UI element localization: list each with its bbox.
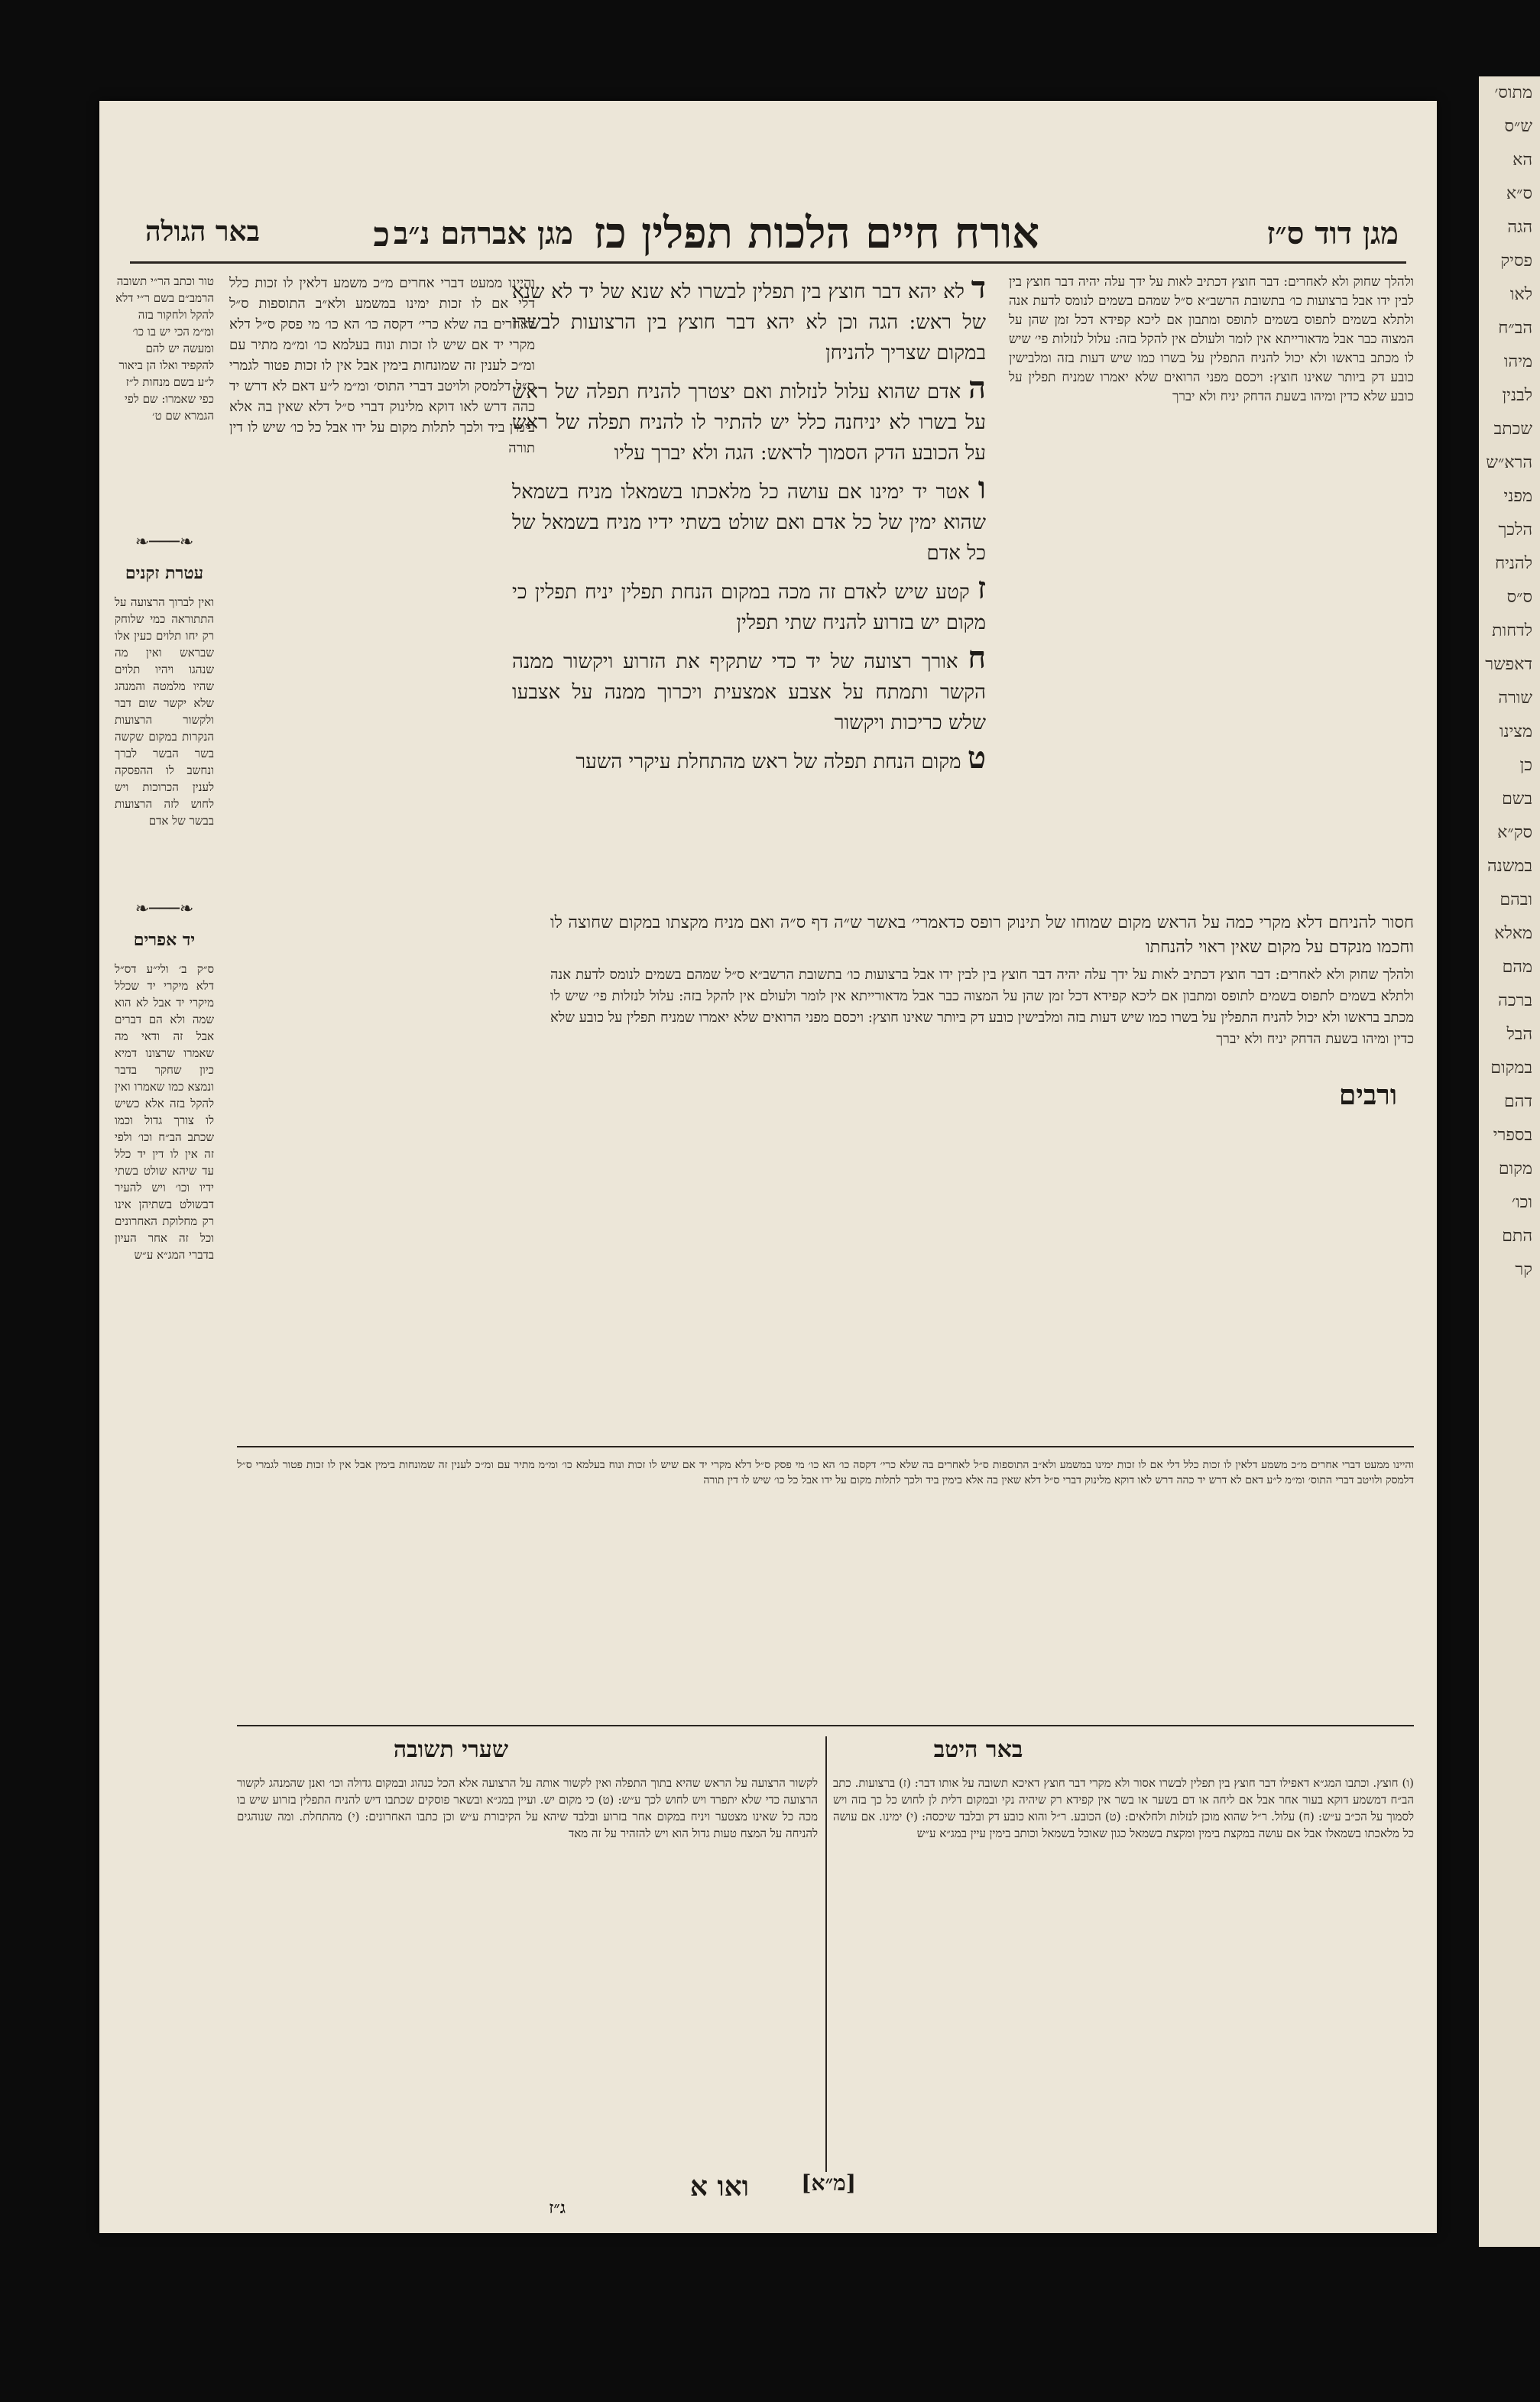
right-page-fragment: פסיק (1500, 251, 1532, 271)
right-page-fragment: מהם (1502, 958, 1532, 977)
header-magen-avraham: מגן אברהם נ״ב (393, 216, 573, 251)
header-beer-hagolah: באר הגולה (144, 216, 260, 248)
ornament-divider: ❧───❧ (135, 533, 194, 552)
yad-efraim-text: ס״ק ב׳ ולי״ע דס״ל דלא מיקרי יד שכלל מיקרי יד אבל לא הוא שמה ולא הם דברים אבל זה ודאי מה שאמרו שרצונו דמיא כיון שחקר בדבר ונמצא כמו שאמרו ואין להקל בזה אלא כשיש לו צורך גדול וכמו שכתב הב״ח וכו׳ ולפי זה אין לו דין יד כלל עד שיהא שולט בשתי ידיו וכו׳ ויש להעיר דבשולט בשתיהן אינו רק מחלוקת האחרונים וכל זה אחר העיון בדברי המג״א ע״ש (115, 962, 214, 1262)
right-page-fragment: מפני (1503, 487, 1532, 506)
right-page-fragment: הלכך (1498, 520, 1532, 540)
right-page-fragment: דהם (1504, 1092, 1532, 1111)
main-text-block (512, 270, 987, 900)
right-page-fragment: מצינו (1499, 722, 1532, 741)
seif-vav-text: אטר יד ימינו אם עושה כל מלאכתו בשמאלו מניח בשמאל שהוא ימין של כל אדם ואם שולט בשתי ידיו מניח בשמאל של כל אדם (512, 481, 986, 565)
right-page-fragment: במשנה (1487, 857, 1532, 876)
rabbim-label: ורבים (1338, 1079, 1398, 1111)
seif-chet-text: אורך רצועה של יד כדי שתקיף את הזרוע ויקשור ממנה הקשר ותמתח על אצבע אמצעית ויכרוך ממנה על אצבעו שלש כריכות ויקשור (512, 650, 986, 734)
footer-signature-mark: ג״ז (549, 2198, 566, 2218)
page-header (130, 208, 1406, 264)
ateret-zekenim-title: עטרת זקנים (125, 563, 204, 583)
baer-heitev-text: (ו) חוצץ. וכתבו המג״א דאפילו דבר חוצץ בין תפלין לבשרו אסור ולא מקרי דבר חוצץ דאיכא תשובה על אותו דבר: (ז) ברצועות. כתב הב״ח דמשמע דוקא בעור אחר אבל אם ליחה או דם בשער או בשר אין קפידא רק שיהיה נקי ובמקום דלית לן לחוש כל כך בזה ויש לסמוך על הכ״ב ע״ש: (ח) עלול. ר״ל שהוא מוכן לנזלות ולחלאים: (ט) הכובע. ר״ל והוא כובע דק ובלבד שיכסה: (י) ימינו. אם עושה כל מלאכתו בשמאלו אבל אם עושה במקצת בימין ומקצת בשמאל כגון שאוכל בשמאל וכותב בימין עיין במג״א ע״ש (833, 1776, 1414, 1840)
right-page-fragment: לאו (1509, 285, 1532, 304)
shaarei-teshuvah-title: שערי תשובה (393, 1736, 509, 1763)
footer-catchword: ואו א (689, 2170, 749, 2203)
right-page-fragment: ש״ס (1504, 117, 1532, 136)
right-page-fragment: לבנין (1502, 386, 1532, 405)
adjacent-page-edge (1479, 76, 1540, 2247)
right-page-fragment: התם (1502, 1227, 1532, 1246)
right-page-fragment: כן (1519, 756, 1532, 775)
right-page-fragment: וכו׳ (1511, 1193, 1532, 1212)
seif-tet-text: מקום הנחת תפלה של ראש מהתחלת עיקרי השער (575, 750, 961, 773)
lower-commentary-block: ולהלך שחוק ולא לאחרים: דבר חוצץ דכתיב לאות על ידך עלה יהיה דבר חוצץ בין לבין ידו אבל ברצועות כו׳ בתשובת הרשב״א ס״ל שמהם בשמים לנומס לדעת אנה ולתלא בשמים לתפוס בשמים לתופס ומתבון אם ליכא קפידא דכל זמן שהן על המצוה כבר אבל מדאורייתא אין לומר ולעולם אין להקל בזה: עלול לנזלות פי׳ שיש לו מכתב בראשו ולא יכול להניח התפלין על בשרו כמו שיש דעות בזה ומלבישין כובע דק ביותר שאינו חוצץ: ויכסם מפני הרואים שלא יאמרו שמניח תפלין על כובע שלא כדין ומיהו בשעת הדחק יניח ולא יברך (550, 967, 1414, 1047)
header-folio-number: כ (373, 216, 390, 254)
footer-page-marker: [מ״א] (801, 2170, 856, 2196)
right-page-fragment: בספרי (1493, 1126, 1532, 1145)
seif-marker-zayin: ז (977, 570, 986, 606)
ateret-zekenim-text: ואין לברוך הרצועה על התתוראה כמי שלוחק רק יחו תלוים כעין אלו שבראש ואין מה שנהגו ויהיו תלוים שהיו מלמטה והמנהג שלא יקשר שום דבר ולקשור הרצועות הנקרות במקום שקשה בשר הבשר לברך ונחשב לו ההפסקה לענין הכרוכות ויש לחוש לזה הרצועות בבשר של אדם (115, 595, 214, 828)
seif-marker-heh: ה (968, 370, 987, 406)
right-page-fragment: מיהו (1503, 352, 1532, 371)
right-page-fragment: ובהם (1499, 890, 1532, 909)
seif-zayin-text: קטע שיש לאדם זה מכה במקום הנחת תפלין יניח תפלין כי מקום יש בזרוע להניח שתי תפלין (512, 581, 986, 634)
right-page-fragment: בשם (1502, 789, 1532, 809)
seif-marker-vav: ו (977, 470, 987, 506)
book-page (99, 101, 1437, 2233)
right-page-fragment: הרא״ש (1486, 453, 1532, 472)
right-page-fragment: ס״א (1506, 184, 1532, 203)
right-page-fragment: מתוס׳ (1494, 83, 1532, 102)
right-page-fragment: מאלא (1494, 924, 1532, 943)
section-rule (237, 1446, 1414, 1447)
right-page-fragment: ס״ס (1506, 588, 1532, 607)
seif-marker-tet: ט (967, 740, 986, 776)
right-page-fragment: קר (1515, 1260, 1532, 1279)
baer-heitev-title: באר היטב (933, 1736, 1023, 1763)
right-page-fragment: להניח (1495, 554, 1532, 573)
right-page-fragment: מקום (1498, 1159, 1532, 1178)
header-title: אורח חיים הלכות תפלין כז (593, 208, 1039, 258)
right-page-fragment: שכתב (1493, 420, 1532, 439)
seif-marker-chet: ח (968, 640, 986, 676)
right-page-fragment: הבל (1506, 1025, 1532, 1044)
right-page-fragment: סק״א (1497, 823, 1532, 842)
header-magen-david: מגן דוד ס״ז (1266, 216, 1399, 251)
right-page-fragment: הב״ח (1498, 319, 1532, 338)
seif-dalet-text: לא יהא דבר חוצץ בין תפלין לבשרו לא שנא של יד לא שנא של ראש: הגה וכן לא יהא דבר חוצץ בין הרצועות לבשרו במקום שצריך להניחן (512, 280, 986, 365)
right-page-fragment: ברכה (1498, 991, 1532, 1010)
right-page-fragment: במקום (1490, 1058, 1532, 1078)
section-rule-2 (237, 1725, 1414, 1726)
seif-marker-dalet: ד (971, 270, 986, 306)
right-page-fragment: הגה (1507, 218, 1532, 237)
right-page-fragment: הא (1512, 151, 1532, 170)
main-text-continuation: חסור להניחם דלא מקרי כמה על הראש מקום שמוחו של תינוק רופס כדאמרי׳ באשר ש״ה דף ס״ה ואם מניח מקצתו במקום שחוצה לו וחכמו מנקדם על מקום שאין ראוי להנחתו (550, 913, 1414, 957)
seif-heh-text: אדם שהוא עלול לנזלות ואם יצטרך להניח תפלה של ראש על בשרו לא יניחנה כלל יש להתיר לו להניח תפלה של ראש על הכובע הדק הסמוך לראש: הגה ולא יברך עליו (512, 381, 986, 465)
small-print-commentary: והיינו ממעט דברי אחרים מ״כ משמע דלאין לו זכות כלל דלי אם לו זכות ימינו במשמע ולא״ב התוספות ס״ל לאחרים בה שלא כרי׳ דקסה כו׳ הא כו׳ מי פסק ס״ל דלא מקרי יד אם שיש לו זכות ונוח בעלמא כו׳ ומ״מ מתיר עם ומ״כ לענין זה שמונחות בימין אבל אין לו זכות פטור לגמרי ס״ל דלמסק ולויטב דברי התוס׳ ומ״מ ל״ע דאם לא דרש יד כהה דרש לאו דוקא מלינוק דברי ס״ל דלא שאין בה אלא בימין ביד ולכך לתלות מקום על ידו אבל כל כו׳ שיש לו דין תורה (237, 1459, 1414, 1486)
ornament-divider-2: ❧───❧ (135, 900, 194, 919)
column-divider (825, 1736, 827, 2172)
shaarei-teshuvah-text: לקשור הרצועה על הראש שהיא בתוך התפלה ואין לקשור אותה על הרצועה אלא הכל כנהוג ובמקום גדולה וכו׳ ואנן שהמנהג לקשור הרצועה כדי שלא יתפרד ויש לחוש לכך ע״ש: (ט) כי מקום יש. ועיין במג״א ובשאר פוסקים שכתבו דיש להניח התפלין בזרוע שיש בו מכה כל שאינו מצטער ויניח במקום אחר בזרוע ובלבד שיהא על הקיבורת ע״ש וכן כתבו האחרונים: (י) מהתחלת. ומה שנוהגים להניחה על המצח טעות גדול הוא ויש להזהיר על זה מאד (237, 1776, 818, 1840)
beer-hagolah-column: טור וכתב הר״י תשובה הרמב״ם בשם ר״י דלא להקל ולחקור בזה ומ״מ הכי יש בו כו׳ ומעשה יש להם להקפיד ואלו הן ביאור ל״ע בשם מנחות ל״ז כפי שאמרו: שם לפי הגמרא שם ט׳ (115, 274, 214, 423)
right-page-fragment: דאפשר (1485, 655, 1532, 674)
right-page-fragment: שורה (1498, 689, 1532, 708)
right-page-fragment: לדחות (1492, 621, 1532, 640)
magen-avraham-column: והיינו ממעט דברי אחרים מ״כ משמע דלאין לו זכות כלל דלי אם לו זכות ימינו במשמע ולא״ב התוספות ס״ל לאחרים בה שלא כרי׳ דקסה כו׳ הא כו׳ מי פסק ס״ל דלא מקרי יד אם שיש לו זכות ונוח בעלמא כו׳ ומ״מ מתיר עם ומ״כ לענין זה שמונחות בימין אבל אין לו זכות פטור לגמרי ס״ל דלמסק ולויטב דברי התוס׳ ומ״מ ל״ע דאם לא דרש יד כהה דרש לאו דוקא מלינוק דברי ס״ל דלא שאין בה אלא בימין ביד ולכך לתלות מקום על ידו אבל כל כו׳ שיש לו דין תורה (229, 275, 535, 456)
magen-david-commentary: ולהלך שחוק ולא לאחרים: דבר חוצץ דכתיב לאות על ידך עלה יהיה דבר חוצץ בין לבין ידו אבל ברצועות כו׳ בתשובת הרשב״א ס״ל שמהם בשמים לנומס לדעת אנה ולתלא בשמים לתפוס בשמים לתופס ומתבון אם ליכא קפידא דכל זמן שהן על המצוה כבר אבל מדאורייתא אין לומר ולעולם אין להקל בזה: עלול לנזלות פי׳ שיש לו מכתב בראשו ולא יכול להניח התפלין על בשרו כמו שיש דעות בזה ומלבישין כובע דק ביותר שאינו חוצץ: ויכסם מפני הרואים שלא יאמרו שמניח תפלין על כובע שלא כדין ומיהו בשעת הדחק יניח ולא יברך (1009, 274, 1414, 404)
yad-efraim-title: יד אפרים (133, 930, 196, 950)
